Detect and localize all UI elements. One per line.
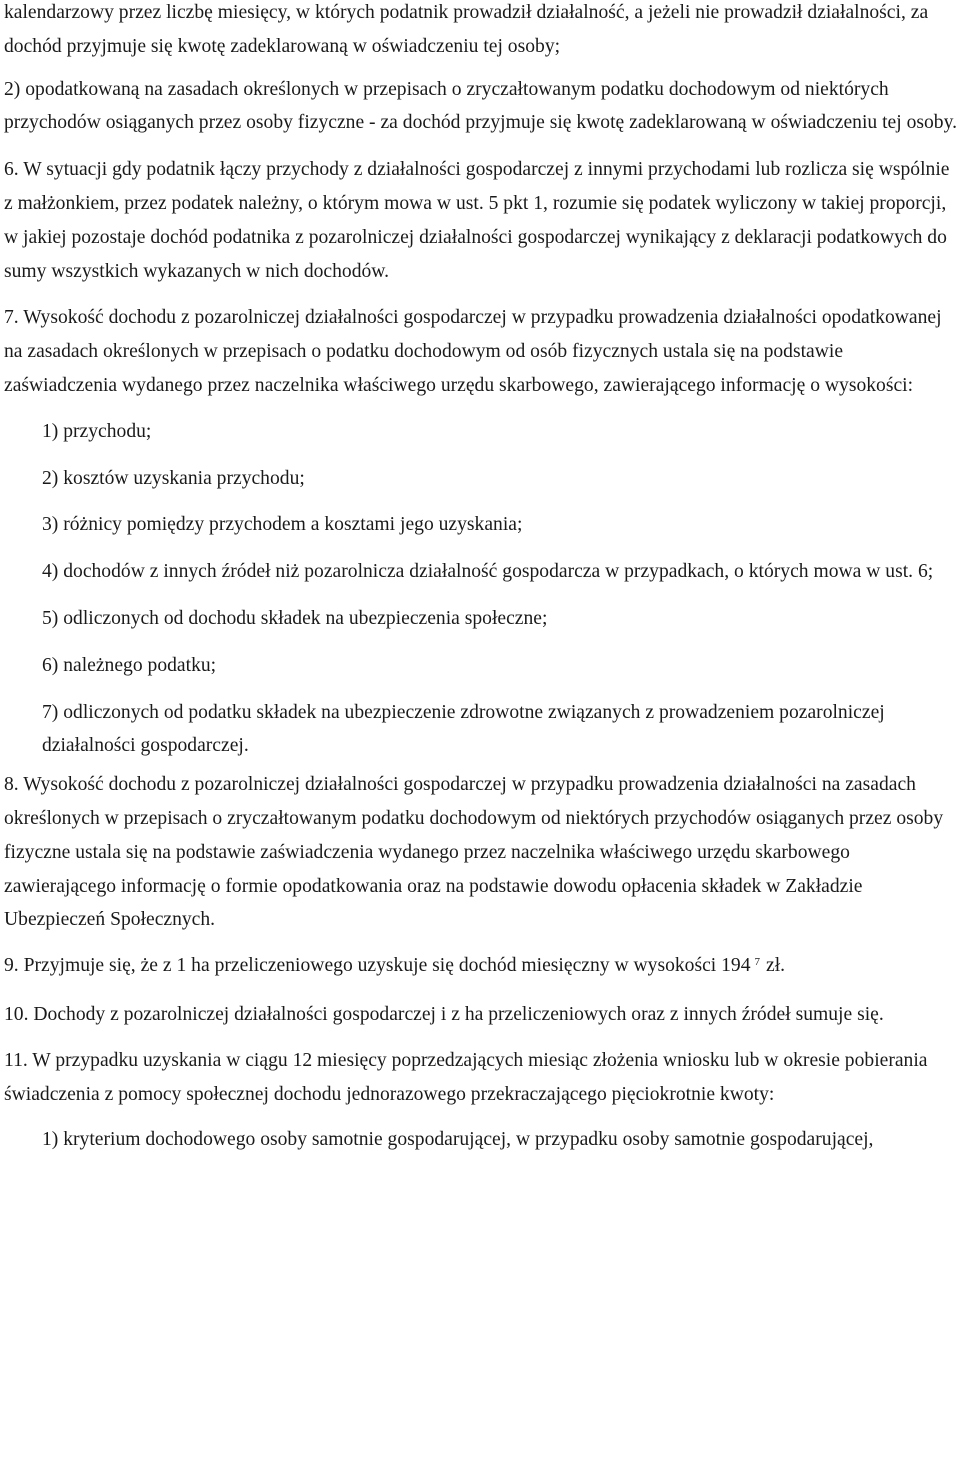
paragraph-intro-point-2: 2) opodatkowaną na zasadach określonych w przepisach o zryczałtowanym podatku dochodowym od niektórych przychodów osiąganych przez osoby fizyczne - za dochód przyjmuje się kwotę zadeklarowaną w oświadczeniu tej osoby. [4,78,958,134]
footnote-marker: 7 [754,956,761,969]
paragraph-9 [4,949,959,986]
document-page [4,0,959,1157]
paragraph-6: 6. W sytuacji gdy podatnik łączy przychody z działalności gospodarczej z innymi przychodami lub rozlicza się wspólnie z małżonkiem, przez podatek należny, o którym mowa w ust. 5 pkt 1, rozumie się podatek wyliczony w takiej proporcji, w jakiej pozostaje dochód podatnika z pozarolniczej działalności gospodarczej wynikający z deklaracji podatkowych do sumy wszystkich wykazanych w nich dochodów. [4,159,950,282]
paragraph-intro: kalendarzowy przez liczbę miesięcy, w których podatnik prowadził działalność, a jeżeli nie prowadził działalności, za dochód przyjmuje się kwotę zadeklarowaną w oświadczeniu tej osoby; [4,2,929,57]
paragraph-9-text: 9. Przyjmuje się, że z 1 ha przeliczeniowego uzyskuje się dochód miesięczny w wysokości 194 [4,955,751,977]
paragraph-7-item-3: 3) różnicy pomiędzy przychodem a kosztami jego uzyskania; [42,514,523,536]
paragraph-7-item-6: 6) należnego podatku; [42,654,217,676]
paragraph-7-item-4: 4) dochodów z innych źródeł niż pozarolnicza działalność gospodarcza w przypadkach, o których mowa w ust. 6; [42,561,934,583]
paragraph-7-item-1: 1) przychodu; [42,420,152,442]
paragraph-8: 8. Wysokość dochodu z pozarolniczej działalności gospodarczej w przypadku prowadzenia działalności na zasadach określonych w przepisach o zryczałtowanym podatku dochodowym od niektórych przychodów osiąganych przez osoby fizyczne ustala się na podstawie zaświadczenia wydanego przez naczelnika właściwego urzędu skarbowego zawierającego informację o formie opodatkowania oraz na podstawie dowodu opłacenia składek w Zakładzie Ubezpieczeń Społecznych. [4,774,944,931]
paragraph-7-item-2: 2) kosztów uzyskania przychodu; [42,467,305,489]
paragraph-7-item-5: 5) odliczonych od dochodu składek na ubezpieczenia społeczne; [42,607,548,629]
paragraph-9-unit: zł. [766,955,786,977]
paragraph-7-item-7: 7) odliczonych od podatku składek na ubezpieczenie zdrowotne związanych z prowadzeniem pozarolniczej działalności gospodarczej. [42,701,885,757]
paragraph-11-item-1: 1) kryterium dochodowego osoby samotnie gospodarującej, w przypadku osoby samotnie gospodarującej, [42,1129,874,1151]
paragraph-11: 11. W przypadku uzyskania w ciągu 12 miesięcy poprzedzających miesiąc złożenia wniosku lub w okresie pobierania świadczenia z pomocy społecznej dochodu jednorazowego przekraczającego pięciokrotnie kwoty: [4,1049,928,1105]
paragraph-10: 10. Dochody z pozarolniczej działalności gospodarczej i z ha przeliczeniowych oraz z innych źródeł sumuje się. [4,1003,884,1025]
paragraph-7: 7. Wysokość dochodu z pozarolniczej działalności gospodarczej w przypadku prowadzenia działalności opodatkowanej na zasadach określonych w przepisach o podatku dochodowym od osób fizycznych ustala się na podstawie zaświadczenia wydanego przez naczelnika właściwego urzędu skarbowego, zawierającego informację o wysokości: [4,307,942,396]
